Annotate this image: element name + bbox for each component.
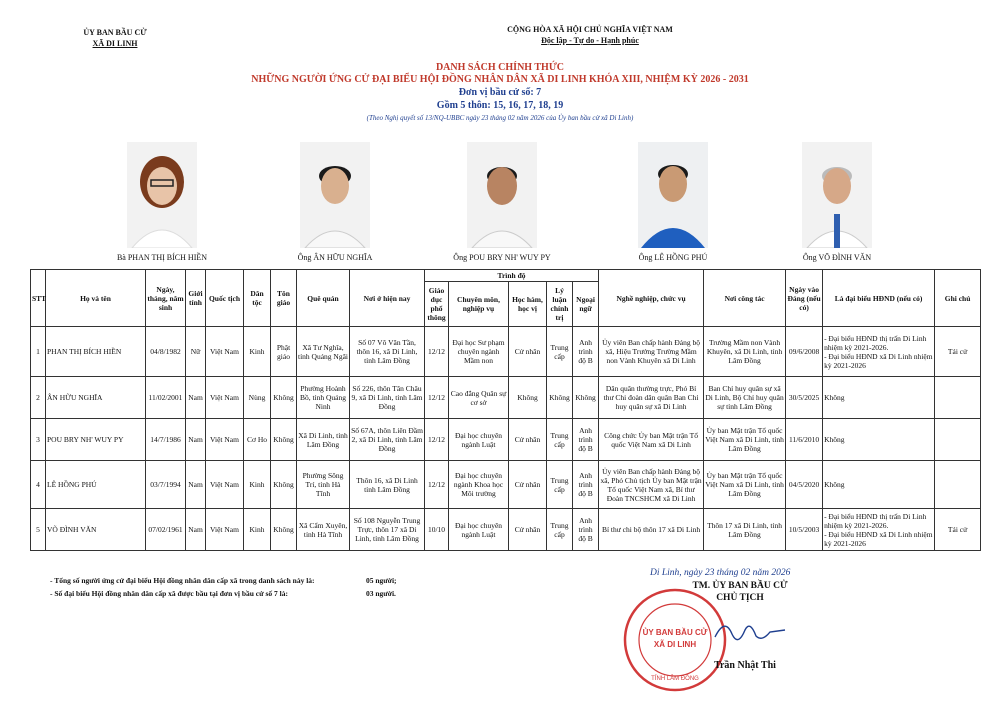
cell-gender: Nam <box>186 419 206 461</box>
cell-hometown: Xã Tư Nghĩa, tỉnh Quảng Ngãi <box>297 327 350 377</box>
cell-delegate: Không <box>823 419 935 461</box>
table-row <box>31 377 981 419</box>
cell-nationality: Việt Nam <box>206 509 244 551</box>
cell-religion: Không <box>271 509 297 551</box>
cell-note <box>935 377 981 419</box>
summary-block <box>50 574 450 600</box>
summary-seats-label: - Số đại biểu Hội đồng nhân dân cấp xã được bầu tại đơn vị bầu cử số 7 là: <box>50 589 288 598</box>
portrait-caption: Ông ÂN HỮU NGHĨA <box>297 253 373 262</box>
portrait-photo <box>802 142 872 248</box>
document-titles <box>150 62 850 124</box>
cell-name: VÕ ĐÌNH VĂN <box>46 509 146 551</box>
table-row <box>31 419 981 461</box>
cell-nationality: Việt Nam <box>206 419 244 461</box>
cell-specialty: Đại học Sư phạm chuyên ngành Mầm non <box>449 327 509 377</box>
cell-politics: Không <box>547 377 573 419</box>
cell-ethnic: Kinh <box>244 461 271 509</box>
cell-degree: Cử nhân <box>509 419 547 461</box>
cell-hometown: Phường Sông Trí, tỉnh Hà Tĩnh <box>297 461 350 509</box>
cell-politics: Trung cấp <box>547 419 573 461</box>
cell-delegate: - Đại biểu HĐND thị trấn Di Linh nhiệm kỳ 2021-2026. - Đại biểu HĐND xã Di Linh nhiệm kỳ 2021-2026 <box>823 509 935 551</box>
cell-name: PHAN THỊ BÍCH HIỀN <box>46 327 146 377</box>
col-workplace: Nơi công tác <box>704 270 786 327</box>
col-stt: STT <box>31 270 46 327</box>
cell-degree: Không <box>509 377 547 419</box>
cell-dob: 04/8/1982 <box>146 327 186 377</box>
table-row <box>31 327 981 377</box>
cell-residence: Số 226, thôn Tân Châu 9, xã Di Linh, tỉnh Lâm Đồng <box>350 377 425 419</box>
portrait-photo <box>467 142 537 248</box>
cell-workplace: Ủy ban Mặt trận Tổ quốc Việt Nam xã Di Linh, tỉnh Lâm Đồng <box>704 461 786 509</box>
cell-note: Tái cử <box>935 327 981 377</box>
table-row <box>31 461 981 509</box>
svg-text:XÃ DI LINH: XÃ DI LINH <box>653 640 697 649</box>
col-delegate: Là đại biểu HĐND (nếu có) <box>823 270 935 327</box>
cell-party-date: 30/5/2025 <box>786 377 823 419</box>
cell-ethnic: Kinh <box>244 327 271 377</box>
document-subtitle: NHỮNG NGƯỜI ỨNG CỬ ĐẠI BIỂU HỘI ĐỒNG NHÂN DÂN XÃ DI LINH KHÓA XIII, NHIỆM KỲ 2026 - 2031 <box>251 74 749 85</box>
col-education-group: Trình độ <box>425 270 599 282</box>
cell-religion: Không <box>271 419 297 461</box>
signing-date: Di Linh, ngày 23 tháng 02 năm 2026 <box>650 568 791 578</box>
summary-total-label: - Tổng số người ứng cử đại biểu Hội đồng nhân dân cấp xã trong danh sách này là: <box>50 576 315 585</box>
village-list: Gồm 5 thôn: 15, 16, 17, 18, 19 <box>436 100 564 111</box>
cell-workplace: Ủy ban Mặt trận Tổ quốc Việt Nam xã Di Linh, tỉnh Lâm Đồng <box>704 419 786 461</box>
cell-gender: Nữ <box>186 327 206 377</box>
cell-degree: Cử nhân <box>509 327 547 377</box>
cell-degree: Cử nhân <box>509 461 547 509</box>
svg-text:TỈNH LÂM ĐỒNG: TỈNH LÂM ĐỒNG <box>651 676 699 682</box>
cell-hometown: Xã Di Linh, tỉnh Lâm Đồng <box>297 419 350 461</box>
col-language: Ngoại ngữ <box>573 282 599 327</box>
cell-degree: Cử nhân <box>509 509 547 551</box>
cell-delegate: Không <box>823 377 935 419</box>
col-name: Họ và tên <box>46 270 146 327</box>
cell-ethnic: Kinh <box>244 509 271 551</box>
col-dob: Ngày, tháng, năm sinh <box>146 270 186 327</box>
document-title: DANH SÁCH CHÍNH THỨC <box>435 62 565 73</box>
col-gender: Giới tính <box>186 270 206 327</box>
cell-party-date: 04/5/2020 <box>786 461 823 509</box>
col-residence: Nơi ở hiện nay <box>350 270 425 327</box>
cell-general: 12/12 <box>425 419 449 461</box>
cell-delegate: - Đại biểu HĐND thị trấn Di Linh nhiệm kỳ 2021-2026. - Đại biểu HĐND xã Di Linh nhiệm kỳ 2021-2026 <box>823 327 935 377</box>
cell-general: 12/12 <box>425 377 449 419</box>
cell-residence: Thôn 16, xã Di Linh tỉnh Lâm Đồng <box>350 461 425 509</box>
cell-politics: Trung cấp <box>547 461 573 509</box>
cell-stt: 5 <box>31 509 46 551</box>
national-motto: Độc lập - Tự do - Hạnh phúc <box>541 36 639 45</box>
col-occupation: Nghề nghiệp, chức vụ <box>599 270 704 327</box>
cell-name: LÊ HỒNG PHÚ <box>46 461 146 509</box>
electoral-unit: Đơn vị bầu cử số: 7 <box>458 87 542 98</box>
cell-language: Anh trình độ B <box>573 419 599 461</box>
authority-line-1: ỦY BAN BẦU CỬ <box>83 28 147 37</box>
cell-specialty: Đại học chuyên ngành Khoa học Môi trường <box>449 461 509 509</box>
cell-language: Không <box>573 377 599 419</box>
col-religion: Tôn giáo <box>271 270 297 327</box>
signer-name: Trần Nhật Thi <box>714 660 776 671</box>
candidate-table <box>30 269 981 551</box>
cell-language: Anh trình độ B <box>573 509 599 551</box>
cell-ethnic: Nùng <box>244 377 271 419</box>
col-note: Ghi chú <box>935 270 981 327</box>
cell-note <box>935 461 981 509</box>
cell-dob: 11/02/2001 <box>146 377 186 419</box>
legal-basis-note: (Theo Nghị quyết số 13/NQ-UBBC ngày 23 tháng 02 năm 2026 của Ủy ban bầu cử xã Di Linh) <box>366 114 634 122</box>
cell-general: 10/10 <box>425 509 449 551</box>
portrait-caption: Ông LÊ HỒNG PHÚ <box>638 253 708 262</box>
national-header <box>440 24 740 46</box>
cell-dob: 14/7/1986 <box>146 419 186 461</box>
nation-name: CỘNG HÒA XÃ HỘI CHỦ NGHĨA VIỆT NAM <box>507 25 673 34</box>
cell-hometown: Phường Hoành Bồ, tỉnh Quảng Ninh <box>297 377 350 419</box>
cell-stt: 2 <box>31 377 46 419</box>
cell-occupation: Ủy viên Ban chấp hành Đảng bộ xã, Phó Chủ tịch Ủy ban Mặt trận Tổ quốc Việt Nam xã, Bí thư Đoàn TNCSHCM xã Di Linh <box>599 461 704 509</box>
on-behalf-label: TM. ỦY BAN BẦU CỬ <box>692 581 788 591</box>
cell-religion: Không <box>271 461 297 509</box>
cell-party-date: 11/6/2010 <box>786 419 823 461</box>
portrait-photo <box>127 142 197 248</box>
svg-text:ỦY BAN BẦU CỬ: ỦY BAN BẦU CỬ <box>642 628 708 637</box>
cell-stt: 4 <box>31 461 46 509</box>
cell-residence: Số 108 Nguyễn Trung Trực, thôn 17 xã Di Linh, tỉnh Lâm Đồng <box>350 509 425 551</box>
col-hometown: Quê quán <box>297 270 350 327</box>
portrait-photo <box>638 142 708 248</box>
authority-line-2: XÃ DI LINH <box>92 39 138 48</box>
cell-note: Tái cử <box>935 509 981 551</box>
cell-stt: 3 <box>31 419 46 461</box>
cell-name: ÂN HỮU NGHĨA <box>46 377 146 419</box>
cell-general: 12/12 <box>425 461 449 509</box>
portrait-photo <box>300 142 370 248</box>
col-degree: Học hàm, học vị <box>509 282 547 327</box>
cell-delegate: Không <box>823 461 935 509</box>
cell-party-date: 10/5/2003 <box>786 509 823 551</box>
cell-language: Anh trình độ B <box>573 461 599 509</box>
cell-occupation: Công chức Ủy ban Mặt trận Tổ quốc Việt Nam xã Di Linh <box>599 419 704 461</box>
cell-workplace: Thôn 17 xã Di Linh, tỉnh Lâm Đồng <box>704 509 786 551</box>
cell-nationality: Việt Nam <box>206 377 244 419</box>
issuing-authority <box>40 27 190 49</box>
summary-seats-value: 03 người. <box>366 589 396 598</box>
cell-note <box>935 419 981 461</box>
cell-politics: Trung cấp <box>547 509 573 551</box>
col-ethnic: Dân tộc <box>244 270 271 327</box>
cell-workplace: Ban Chỉ huy quân sự xã Di Linh, Bộ Chỉ huy quân sự tỉnh Lâm Đồng <box>704 377 786 419</box>
cell-name: POU BRY NH' WUY PY <box>46 419 146 461</box>
table-row <box>31 509 981 551</box>
cell-politics: Trung cấp <box>547 327 573 377</box>
cell-religion: Không <box>271 377 297 419</box>
portrait-caption: Ông VÕ ĐÌNH VĂN <box>802 253 872 262</box>
cell-specialty: Đại học chuyên ngành Luật <box>449 509 509 551</box>
cell-gender: Nam <box>186 509 206 551</box>
cell-dob: 07/02/1961 <box>146 509 186 551</box>
cell-residence: Số 67A, thôn Liên Đầm 2, xã Di Linh, tỉnh Lâm Đồng <box>350 419 425 461</box>
cell-hometown: Xã Cẩm Xuyên, tỉnh Hà Tĩnh <box>297 509 350 551</box>
cell-ethnic: Cơ Ho <box>244 419 271 461</box>
handwritten-signature <box>710 612 790 652</box>
col-party-date: Ngày vào Đảng (nếu có) <box>786 270 823 327</box>
cell-language: Anh trình độ B <box>573 327 599 377</box>
cell-occupation: Bí thư chi bộ thôn 17 xã Di Linh <box>599 509 704 551</box>
col-politics: Lý luận chính trị <box>547 282 573 327</box>
portrait-caption: Bà PHAN THỊ BÍCH HIỀN <box>116 253 208 262</box>
summary-total-value: 05 người; <box>366 576 397 585</box>
cell-party-date: 09/6/2008 <box>786 327 823 377</box>
col-specialty: Chuyên môn, nghiệp vụ <box>449 282 509 327</box>
cell-gender: Nam <box>186 461 206 509</box>
col-nationality: Quốc tịch <box>206 270 244 327</box>
cell-nationality: Việt Nam <box>206 461 244 509</box>
cell-nationality: Việt Nam <box>206 327 244 377</box>
cell-religion: Phật giáo <box>271 327 297 377</box>
col-general-education: Giáo dục phổ thông <box>425 282 449 327</box>
cell-dob: 03/7/1994 <box>146 461 186 509</box>
cell-gender: Nam <box>186 377 206 419</box>
portrait-caption: Ông POU BRY NH' WUY PY <box>453 253 551 262</box>
cell-occupation: Ủy viên Ban chấp hành Đảng bộ xã, Hiệu Trưởng Trường Mầm non Vành Khuyên xã Di Linh <box>599 327 704 377</box>
cell-general: 12/12 <box>425 327 449 377</box>
cell-specialty: Đại học chuyên ngành Luật <box>449 419 509 461</box>
cell-residence: Số 07 Võ Văn Tần, thôn 16, xã Di Linh, tỉnh Lâm Đồng <box>350 327 425 377</box>
cell-stt: 1 <box>31 327 46 377</box>
cell-workplace: Trường Mầm non Vành Khuyên, xã Di Linh, tỉnh Lâm Đồng <box>704 327 786 377</box>
signer-position: CHỦ TỊCH <box>716 593 764 603</box>
cell-occupation: Dân quân thường trực, Phó Bí thư Chi đoàn dân quân Ban Chỉ huy quân sự xã Di Linh <box>599 377 704 419</box>
cell-specialty: Cao đẳng Quân sự cơ sở <box>449 377 509 419</box>
